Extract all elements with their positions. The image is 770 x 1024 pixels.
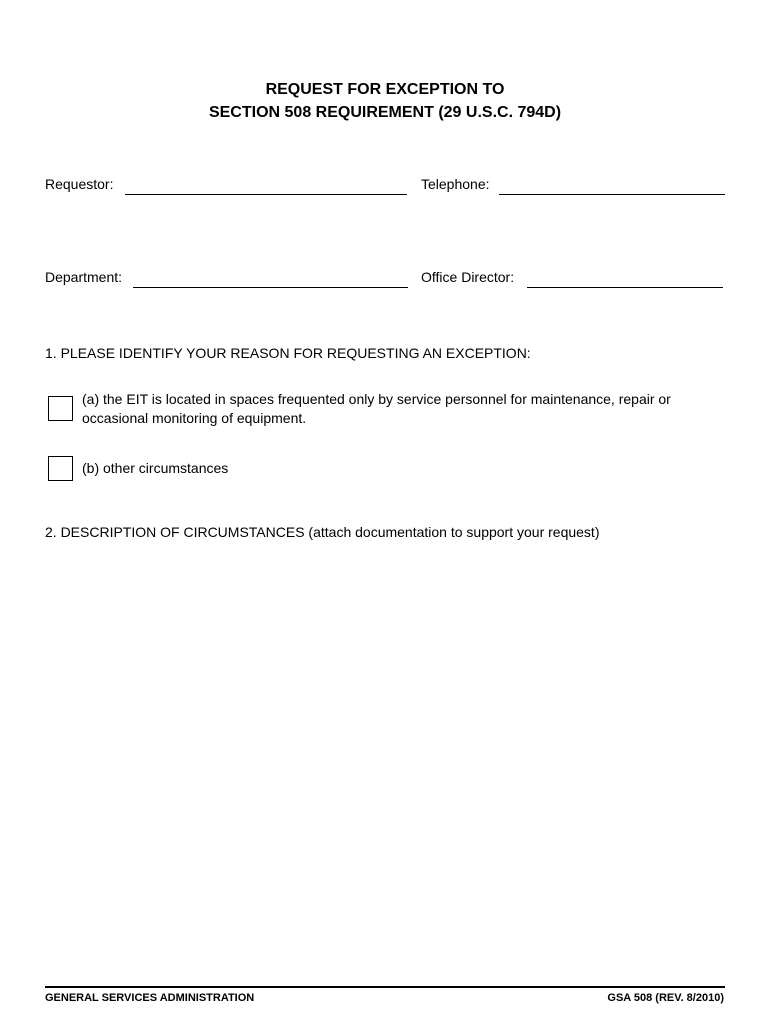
section-1-heading: 1. PLEASE IDENTIFY YOUR REASON FOR REQUESTING AN EXCEPTION: — [45, 345, 531, 361]
option-a-checkbox[interactable] — [48, 396, 73, 421]
telephone-field[interactable] — [499, 194, 725, 195]
department-label: Department: — [45, 269, 123, 285]
footer-divider — [45, 986, 725, 988]
footer-form-id: GSA 508 (REV. 8/2010) — [607, 992, 724, 1004]
section-2-heading: 2. DESCRIPTION OF CIRCUMSTANCES (attach documentation to support your request) — [45, 524, 600, 540]
option-b-label: (b) other circumstances — [82, 460, 229, 476]
department-field[interactable] — [133, 287, 408, 288]
requestor-label: Requestor: — [45, 176, 114, 192]
office-director-label: Office Director: — [421, 269, 515, 285]
office-director-field[interactable] — [527, 287, 723, 288]
option-b-checkbox[interactable] — [48, 456, 73, 481]
form-title-line-1: REQUEST FOR EXCEPTION TO — [265, 81, 505, 98]
form-title-line-2: SECTION 508 REQUIREMENT (29 U.S.C. 794D) — [208, 104, 562, 121]
telephone-label: Telephone: — [421, 176, 490, 192]
option-a-label: (a) the EIT is located in spaces frequented only by service personnel for maintenance, repair or occasional monitoring of equipment. — [82, 391, 671, 426]
footer-agency: GENERAL SERVICES ADMINISTRATION — [45, 992, 255, 1004]
description-area[interactable] — [45, 550, 725, 970]
requestor-field[interactable] — [125, 194, 407, 195]
